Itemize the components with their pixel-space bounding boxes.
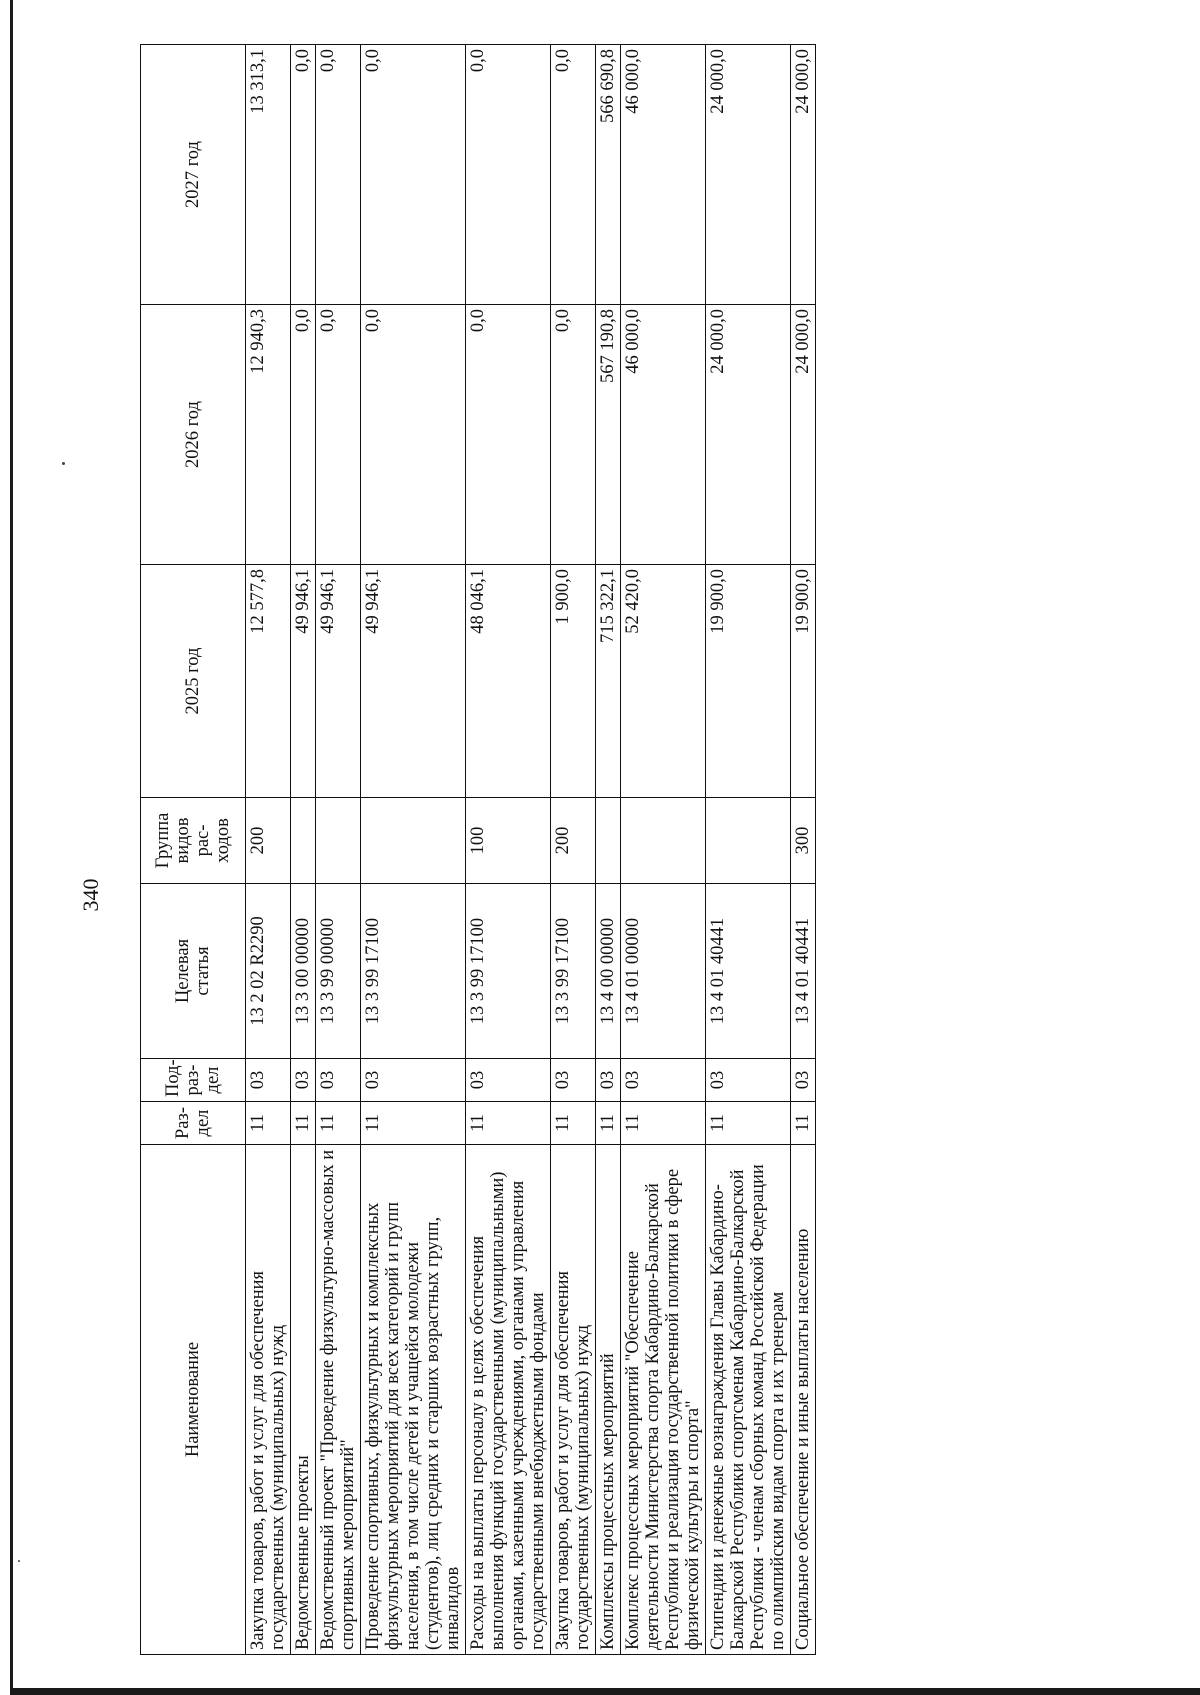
cell-name: Ведомственные проекты xyxy=(291,1145,316,1655)
cell-2026: 0,0 xyxy=(361,305,466,565)
cell-celevaya: 13 3 99 17100 xyxy=(551,884,596,1059)
cell-gruppa xyxy=(706,798,791,884)
cell-gruppa xyxy=(316,798,361,884)
cell-razdel: 11 xyxy=(246,1102,291,1145)
header-name: Наименование xyxy=(141,1145,246,1655)
cell-2027: 24 000,0 xyxy=(791,45,816,305)
cell-podrazdel: 03 xyxy=(466,1059,551,1102)
cell-2025: 48 046,1 xyxy=(466,565,551,798)
cell-gruppa xyxy=(596,798,621,884)
table-row xyxy=(551,45,596,1655)
cell-2026: 12 940,3 xyxy=(246,305,291,565)
table-row xyxy=(316,45,361,1655)
cell-razdel: 11 xyxy=(361,1102,466,1145)
cell-2027: 24 000,0 xyxy=(706,45,791,305)
cell-2025: 715 322,1 xyxy=(596,565,621,798)
cell-celevaya: 13 3 99 00000 xyxy=(316,884,361,1059)
cell-podrazdel: 03 xyxy=(706,1059,791,1102)
cell-2026: 0,0 xyxy=(316,305,361,565)
cell-razdel: 11 xyxy=(291,1102,316,1145)
cell-2026: 0,0 xyxy=(551,305,596,565)
cell-2026: 567 190,8 xyxy=(596,305,621,565)
cell-2025: 49 946,1 xyxy=(361,565,466,798)
cell-podrazdel: 03 xyxy=(291,1059,316,1102)
cell-razdel: 11 xyxy=(316,1102,361,1145)
cell-celevaya: 13 4 01 40441 xyxy=(706,884,791,1059)
table-row xyxy=(621,45,706,1655)
table-row xyxy=(706,45,791,1655)
cell-2027: 0,0 xyxy=(291,45,316,305)
cell-podrazdel: 03 xyxy=(551,1059,596,1102)
cell-2027: 13 313,1 xyxy=(246,45,291,305)
cell-gruppa xyxy=(291,798,316,884)
table-row xyxy=(361,45,466,1655)
header-2026: 2026 год xyxy=(141,305,246,565)
cell-gruppa xyxy=(361,798,466,884)
cell-podrazdel: 03 xyxy=(596,1059,621,1102)
cell-name: Проведение спортивных, физкультурных и комплексных физкультурных мероприятий для всех категорий и групп населения, в том числе детей и учащейся молодежи (студентов), лиц средних и старших возрастных групп, инвалидов xyxy=(361,1145,466,1655)
cell-2027: 0,0 xyxy=(466,45,551,305)
cell-podrazdel: 03 xyxy=(316,1059,361,1102)
cell-2026: 24 000,0 xyxy=(791,305,816,565)
cell-name: Стипендии и денежные вознаграждения Главы Кабардино-Балкарской Республики спортсменам Кабардино-Балкарской Республики - членам сборных команд Российской Федерации по олимпийским видам спорта и их тренерам xyxy=(706,1145,791,1655)
cell-podrazdel: 03 xyxy=(361,1059,466,1102)
cell-name: Расходы на выплаты персоналу в целях обеспечения выполнения функций государственными (муниципальными) органами, казенными учреждениями, органами управления государственными внебюджетными фондами xyxy=(466,1145,551,1655)
cell-podrazdel: 03 xyxy=(621,1059,706,1102)
header-razdel: Раз- дел xyxy=(141,1102,246,1145)
table-row xyxy=(596,45,621,1655)
cell-name: Закупка товаров, работ и услуг для обеспечения государственных (муниципальных) нужд xyxy=(246,1145,291,1655)
cell-name: Ведомственный проект "Проведение физкультурно-массовых и спортивных мероприятий" xyxy=(316,1145,361,1655)
cell-2027: 0,0 xyxy=(551,45,596,305)
cell-celevaya: 13 4 01 40441 xyxy=(791,884,816,1059)
header-2025: 2025 год xyxy=(141,565,246,798)
cell-2025: 19 900,0 xyxy=(706,565,791,798)
cell-celevaya: 13 3 99 17100 xyxy=(361,884,466,1059)
cell-gruppa: 100 xyxy=(466,798,551,884)
cell-2025: 12 577,8 xyxy=(246,565,291,798)
cell-razdel: 11 xyxy=(791,1102,816,1145)
cell-celevaya: 13 3 99 17100 xyxy=(466,884,551,1059)
header-podrazdel: Под- раз- дел xyxy=(141,1059,246,1102)
cell-name: Закупка товаров, работ и услуг для обеспечения государственных (муниципальных) нужд xyxy=(551,1145,596,1655)
cell-gruppa: 200 xyxy=(551,798,596,884)
cell-2026: 46 000,0 xyxy=(621,305,706,565)
header-gruppa: Группа видов рас- ходов xyxy=(141,798,246,884)
cell-gruppa xyxy=(621,798,706,884)
cell-2026: 0,0 xyxy=(291,305,316,565)
table-row xyxy=(291,45,316,1655)
cell-2026: 0,0 xyxy=(466,305,551,565)
cell-celevaya: 13 4 00 00000 xyxy=(596,884,621,1059)
cell-2025: 19 900,0 xyxy=(791,565,816,798)
page-number: 340 xyxy=(78,878,103,912)
cell-razdel: 11 xyxy=(596,1102,621,1145)
cell-name: Комплекс процессных мероприятий "Обеспечение деятельности Министерства спорта Кабардино-Балкарской Республики и реализация государственной политики в сфере физической культуры и спорта" xyxy=(621,1145,706,1655)
cell-2025: 49 946,1 xyxy=(316,565,361,798)
cell-2026: 24 000,0 xyxy=(706,305,791,565)
cell-celevaya: 13 3 00 00000 xyxy=(291,884,316,1059)
cell-gruppa: 200 xyxy=(246,798,291,884)
header-2027: 2027 год xyxy=(141,45,246,305)
cell-2027: 46 000,0 xyxy=(621,45,706,305)
cell-gruppa: 300 xyxy=(791,798,816,884)
cell-podrazdel: 03 xyxy=(246,1059,291,1102)
cell-razdel: 11 xyxy=(621,1102,706,1145)
cell-celevaya: 13 4 01 00000 xyxy=(621,884,706,1059)
header-celevaya: Целевая статья xyxy=(141,884,246,1059)
cell-2027: 566 690,8 xyxy=(596,45,621,305)
cell-2027: 0,0 xyxy=(361,45,466,305)
cell-name: Комплексы процессных мероприятий xyxy=(596,1145,621,1655)
cell-razdel: 11 xyxy=(466,1102,551,1145)
cell-razdel: 11 xyxy=(551,1102,596,1145)
cell-podrazdel: 03 xyxy=(791,1059,816,1102)
cell-2025: 49 946,1 xyxy=(291,565,316,798)
table-row xyxy=(791,45,816,1655)
table-header-row xyxy=(141,45,246,1655)
budget-table xyxy=(140,44,816,1655)
cell-2027: 0,0 xyxy=(316,45,361,305)
table-row xyxy=(246,45,291,1655)
cell-celevaya: 13 2 02 R2290 xyxy=(246,884,291,1059)
cell-razdel: 11 xyxy=(706,1102,791,1145)
cell-2025: 52 420,0 xyxy=(621,565,706,798)
cell-name: Социальное обеспечение и иные выплаты населению xyxy=(791,1145,816,1655)
table-row xyxy=(466,45,551,1655)
cell-2025: 1 900,0 xyxy=(551,565,596,798)
